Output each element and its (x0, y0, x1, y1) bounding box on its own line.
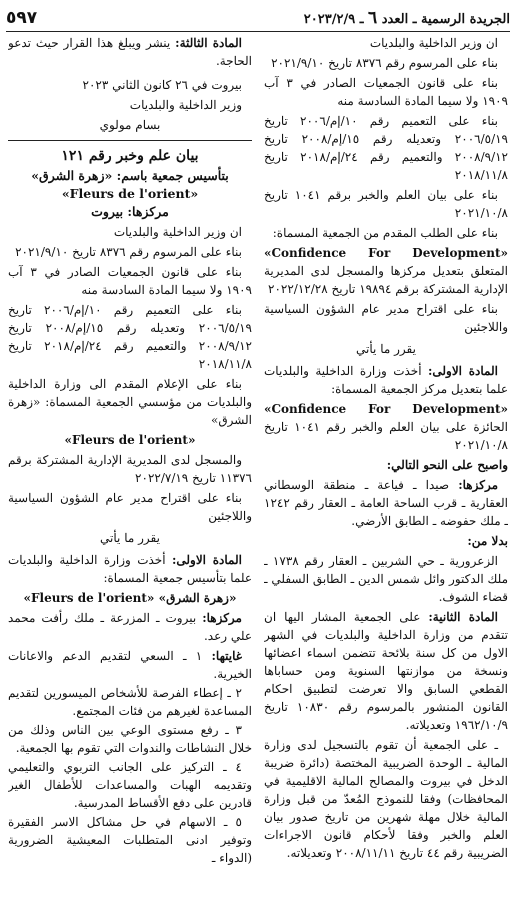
preamble-law: بناء على قانون الجمعيات الصادر في ٣ آب ١٩٠٩ ولا سيما المادة السادسة منه (264, 76, 508, 108)
article-1 (8, 551, 252, 587)
place-date: بيروت في ٢٦ كانون الثاني ٢٠٢٣ (82, 78, 242, 92)
article-1-latin-name: «Fleurs de l'orient» (23, 591, 155, 605)
preamble-decree: بناء على المرسوم رقم ٨٣٧٦ تاريخ ٢٠٢١/٩/١٠ (15, 245, 242, 259)
gazette-title (304, 8, 510, 28)
right-column (264, 34, 508, 919)
decides-heading: يقرر ما يأتي (100, 531, 160, 545)
preamble-minister: ان وزير الداخلية والبلديات (369, 36, 498, 50)
article-2-label: المادة الثانية: (428, 610, 498, 624)
goal-item: ٣ ـ رفع مستوى الوعي بين الناس وذلك من خلال النشاطات والندوات التي تقوم بها الجمعية. (8, 723, 252, 755)
goal-item: ٢ ـ إعطاء الفرصة للأشخاص الميسورين لتقديم المساعدة لغيرهم من فئات المجتمع. (8, 686, 252, 718)
notice-latin-name: «Fleurs de l'orient» (61, 186, 199, 201)
new-headquarters-text: صيدا ـ فياعة ـ منطقة الوسطاني العقارية ـ قرب الساحة العامة ـ العقار رقم ١٢٤٢ ـ ملك حفوضه ـ الطابق الأرضي. (264, 478, 508, 528)
preamble-proposal: بناء على اقتراح مدير عام الشؤون السياسية واللاجئين (264, 302, 508, 334)
article-1-names (8, 589, 252, 607)
section-divider (8, 140, 252, 141)
goals-label: غايتها: (211, 649, 242, 663)
page-header (6, 6, 510, 32)
instead-heading: بدلا من: (467, 534, 508, 548)
tax-registration-note: ـ على الجمعية أن تقوم بالتسجيل لدى وزارة المالية ـ الوحدة الضريبية المختصة (دائرة ضريبة الدخل في بيروت والمصالح المالية الاقليمية في المحافظات) وفقا للنموذج المُعدّ من قبل وزارة المالية خلال مهلة شهرين من تاريخ صدور بيان العلم والخبر وفقا لأحكام قانون الاجراءات الضريبية رقم ٤٤ تاريخ ٢٠٠٨/١١/١١ وتعديلاته. (264, 738, 508, 860)
goal-item: ٤ ـ التركيز على الجانب التربوي والتعليمي وتقديمه الهبات والمساعدات للأطفال الغير قادرين على دفع الأقساط المدرسية. (8, 760, 252, 810)
preamble-registration: والمسجل لدى المديرية الإدارية المشتركة برقم ١١٣٧٦ تاريخ ٢٠٢٢/٧/١٩ (8, 453, 252, 485)
minister-title: وزير الداخلية والبلديات (129, 98, 242, 112)
article-1-text: أخذت وزارة الداخلية والبلديات علما بتعديل مركز الجمعية المسماة: (264, 364, 508, 396)
preamble-request: بناء على الطلب المقدم من الجمعية المسماة: (272, 226, 498, 240)
goal-item (8, 647, 252, 683)
association-latin-name: «Confidence For Development» (264, 246, 508, 260)
old-headquarters: الزعرورية ـ حي الشربين ـ العقار رقم ١٧٣٨ ـ ملك الدكتور وائل شمس الدين ـ الطابق السفلي ـ قضاء الشوف. (264, 554, 508, 604)
article-1 (264, 362, 508, 398)
preamble-minister: ان وزير الداخلية والبلديات (113, 225, 242, 239)
article-1-label: المادة الاولى: (427, 364, 498, 378)
article-1-arabic-name: «زهرة الشرق» (158, 591, 237, 605)
article-3 (8, 34, 252, 70)
page-number: ٥٩٧ (6, 8, 38, 28)
gazette-name: الجريدة الرسمية ـ العدد (381, 12, 510, 27)
headquarters-text: بيروت ـ المزرعة ـ ملك رأفت محمد علي رعد. (8, 611, 252, 643)
headquarters (8, 609, 252, 645)
preamble-proposal: بناء على اقتراح مدير عام الشؤون السياسية واللاجئين (8, 491, 252, 523)
preamble-law: بناء على قانون الجمعيات الصادر في ٣ آب ١٩٠٩ ولا سيما المادة السادسة منه (8, 265, 252, 297)
article-2-text: على الجمعية المشار اليها ان تتقدم من وزارة الداخلية والبلديات في الشهر الاول من كل سنة بلائحة تتضمن اسماء اعضائها ونسخة من موازنتها السنوية ومن حساباها القطعي السابق والا تعرضت لتطبيق احكام القانون المنشور بالمرسوم رقم ١٠٨٣٠ تاريخ ١٩٦٢/١٠/٩ وتعديلاته. (264, 610, 508, 732)
article-2 (264, 608, 508, 734)
new-headquarters-label: مركزها: (458, 478, 498, 492)
article-1-rest: الحائزة على بيان العلم والخبر رقم ١٠٤١ تاريخ ٢٠٢١/١٠/٨ (264, 420, 508, 452)
new-headquarters (264, 476, 508, 530)
left-column (8, 34, 252, 919)
issue-date: ـ ٢٠٢٣/٢/٩ (303, 12, 364, 27)
notice-title: بيان علم وخبر رقم ١٢١ (61, 148, 199, 164)
association-request-text: المتعلق بتعديل مركزها والمسجل لدى المديرية الإدارية المشتركة برقم ١٩٨٩٤ تاريخ ٢٠٢٢/١٢/٢٨ (264, 264, 508, 296)
article-1-latin-name: «Confidence For Development» (264, 402, 508, 416)
minister-name: بسام مولوي (99, 118, 161, 132)
article-1-text: أخذت وزارة الداخلية والبلديات علما بتأسيس جمعية المسماة: (8, 553, 252, 585)
notice-headquarters: مركزها: بيروت (91, 204, 169, 219)
goal-text: ١ ـ السعي لتقديم الدعم والاعانات الخيرية. (8, 649, 252, 681)
issue-number: ٦ (368, 8, 378, 28)
founders-latin-name: «Fleurs de l'orient» (64, 433, 196, 447)
preamble-decree: بناء على المرسوم رقم ٨٣٧٦ تاريخ ٢٠٢١/٩/١٠ (271, 56, 498, 70)
amendment-heading: واصبح على النحو التالي: (386, 458, 508, 472)
headquarters-label: مركزها: (202, 611, 242, 625)
article-3-text: ينشر ويبلغ هذا القرار حيث تدعو الحاجة. (8, 36, 252, 68)
preamble-founders: بناء على الإعلام المقدم الى وزارة الداخلية والبلديات من مؤسسي الجمعية المسماة: «زهرة الشرق» (8, 377, 252, 427)
preamble-circulars: بناء على التعميم رقم ١٠/إم/٢٠٠٦ تاريخ ٢٠٠٦/٥/١٩ وتعديله رقم ١٥/إم/٢٠٠٨ تاريخ ٢٠٠٨/٩/١٢ والتعميم رقم ٢٤/إم/٢٠١٨ تاريخ ٢٠١٨/١١/٨ (264, 114, 508, 182)
preamble-circulars: بناء على التعميم رقم ١٠/إم/٢٠٠٦ تاريخ ٢٠٠٦/٥/١٩ وتعديله رقم ١٥/إم/٢٠٠٨ تاريخ ٢٠٠٨/٩/١٢ والتعميم رقم ٢٤/إم/٢٠١٨ تاريخ ٢٠١٨/١١/٨ (8, 303, 252, 371)
goals-list (8, 647, 252, 867)
goal-item: ٥ ـ الاسهام في حل مشاكل الاسر الفقيرة وتوفير ادنى المتطلبات المعيشية الضرورية (الدواء ـ (8, 815, 252, 865)
article-3-label: المادة الثالثة: (175, 36, 242, 50)
article-1-label: المادة الاولى: (171, 553, 242, 567)
preamble-notice: بناء على بيان العلم والخبر برقم ١٠٤١ تاريخ ٢٠٢١/١٠/٨ (264, 188, 508, 220)
preamble-association (264, 244, 508, 298)
notice-subtitle: بتأسيس جمعية باسم: «زهرة الشرق» (31, 168, 229, 183)
decides-heading: يقرر ما يأتي (356, 342, 416, 356)
article-1-association (264, 400, 508, 454)
